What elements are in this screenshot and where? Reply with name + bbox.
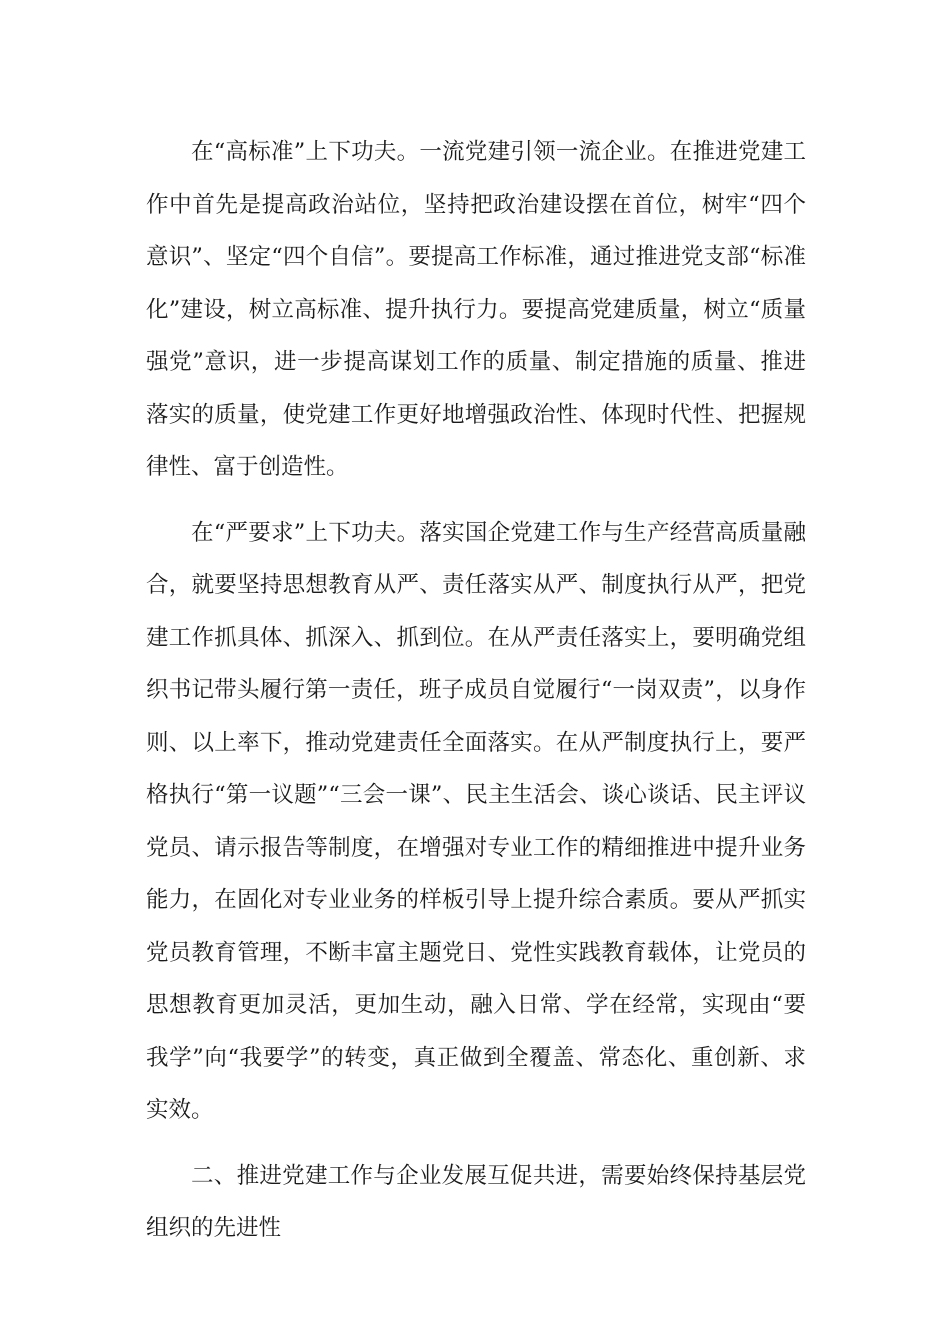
paragraph-high-standard: 在“高标准”上下功夫。一流党建引领一流企业。在推进党建工作中首先是提高政治站位，坚持把政治建设摆在首位，树牢“四个意识”、坚定“四个自信”。要提高工作标准，通过推进党支部“标准化”建设，树立高标准、提升执行力。要提高党建质量，树立“质量强党”意识，进一步提高谋划工作的质量、制定措施的质量、推进落实的质量，使党建工作更好地增强政治性、体现时代性、把握规律性、富于创造性。 (146, 139, 806, 480)
paragraph-strict-requirements: 在“严要求”上下功夫。落实国企党建工作与生产经营高质量融合，就要坚持思想教育从严、责任落实从严、制度执行从严，把党建工作抓具体、抓深入、抓到位。在从严责任落实上，要明确党组织书记带头履行第一责任，班子成员自觉履行“一岗双责”，以身作则、以上率下，推动党建责任全面落实。在从严制度执行上，要严格执行“第一议题”“三会一课”、民主生活会、谈心谈话、民主评议党员、请示报告等制度，在增强对专业工作的精细推进中提升业务能力，在固化对专业业务的样板引导上提升综合素质。要从严抓实党员教育管理，不断丰富主题党日、党性实践教育载体，让党员的思想教育更加灵活，更加生动，融入日常、学在经常，实现由“要我学”向“我要学”的转变，真正做到全覆盖、常态化、重创新、求实效。 (146, 519, 806, 1123)
section-heading-two: 二、推进党建工作与企业发展互促共进，需要始终保持基层党组织的先进性 (146, 1162, 806, 1241)
document-body (146, 126, 806, 1255)
